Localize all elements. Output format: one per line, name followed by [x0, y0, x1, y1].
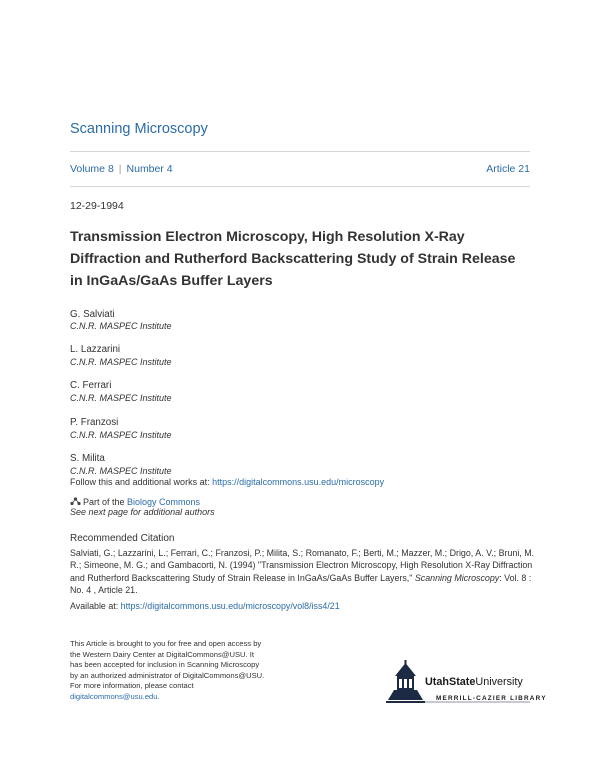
title-line: in InGaAs/GaAs Buffer Layers	[70, 273, 273, 289]
follow-link[interactable]: https://digitalcommons.usu.edu/microscopy	[212, 477, 385, 487]
citation-text	[70, 547, 540, 596]
access-line: the Western Dairy Center at DigitalCommons@USU. It	[70, 649, 254, 659]
issue-separator: |	[118, 163, 122, 175]
access-line: by an authorized administrator of DigitalCommons@USU.	[70, 670, 265, 680]
author-name: S. Milita	[70, 453, 105, 464]
access-line: For more information, please contact	[70, 681, 194, 690]
author-name: L. Lazzarini	[70, 344, 121, 355]
contact-email-link[interactable]: digitalcommons@usu.edu.	[70, 691, 160, 701]
volume-link[interactable]: Volume 8	[70, 163, 114, 175]
article-link[interactable]: Article 21	[486, 163, 530, 175]
author-institution: C.N.R. MASPEC Institute	[70, 466, 172, 476]
recommended-citation-heading: Recommended Citation	[70, 533, 175, 544]
article-title	[70, 226, 540, 292]
citation-volume: : Vol. 8 : No. 4 , Article 21.	[70, 572, 532, 595]
see-next-note: See next page for additional authors	[70, 507, 215, 517]
access-line: This Article is brought to you for free and open access by	[70, 639, 262, 648]
author-institution: C.N.R. MASPEC Institute	[70, 393, 172, 403]
bottom-divider	[70, 186, 530, 187]
journal-title[interactable]: Scanning Microscopy	[70, 121, 208, 137]
citation-body: Salviati, G.; Lazzarini, L.; Ferrari, C.; Franzosi, P.; Milita, S.; Romanato, F.; Berti, M.; Mazzer, M.; Drigo, A. V.; Bruni, M. R.; Simeone, M. G.; and Gambacorti, N. (1994) "Transmission Electron Microscopy, High Resolution X-Ray Diffraction and Rutherford Backscattering Study of Strain Release in InGaAs/GaAs Buffer Layers,"	[70, 548, 535, 583]
title-line: Diffraction and Rutherford Backscattering Study of Strain Release	[70, 251, 516, 267]
available-label: Available at:	[70, 601, 121, 611]
title-line: Transmission Electron Microscopy, High Resolution X-Ray	[70, 229, 465, 245]
author-institution: C.N.R. MASPEC Institute	[70, 321, 172, 331]
citation-journal: Scanning Microscopy	[414, 572, 500, 583]
follow-line	[70, 477, 384, 487]
network-icon	[70, 497, 81, 506]
library-name: MERRILL-CAZIER LIBRARY	[436, 695, 547, 702]
usu-name-regular: University	[475, 676, 523, 688]
author-name: G. Salviati	[70, 309, 115, 320]
publication-date: 12-29-1994	[70, 200, 124, 212]
follow-label: Follow this and additional works at:	[70, 477, 213, 487]
author-institution: C.N.R. MASPEC Institute	[70, 430, 172, 440]
author-name: P. Franzosi	[70, 417, 119, 428]
available-at-line	[70, 601, 340, 611]
author-name: C. Ferrari	[70, 380, 112, 391]
available-link[interactable]: https://digitalcommons.usu.edu/microscopy/vol8/iss4/21	[120, 601, 340, 611]
biology-commons-link[interactable]: Biology Commons	[127, 497, 201, 507]
number-link[interactable]: Number 4	[126, 163, 173, 175]
issue-row	[70, 163, 530, 175]
access-line: has been accepted for inclusion in Scanning Microscopy	[70, 660, 260, 669]
part-of-label: Part of the	[83, 497, 128, 507]
author-institution: C.N.R. MASPEC Institute	[70, 357, 172, 367]
usu-name-bold: UtahState	[425, 676, 476, 688]
usu-logo-text	[425, 676, 523, 688]
access-statement	[70, 639, 310, 702]
top-divider	[70, 151, 530, 152]
part-of-line	[70, 497, 200, 507]
